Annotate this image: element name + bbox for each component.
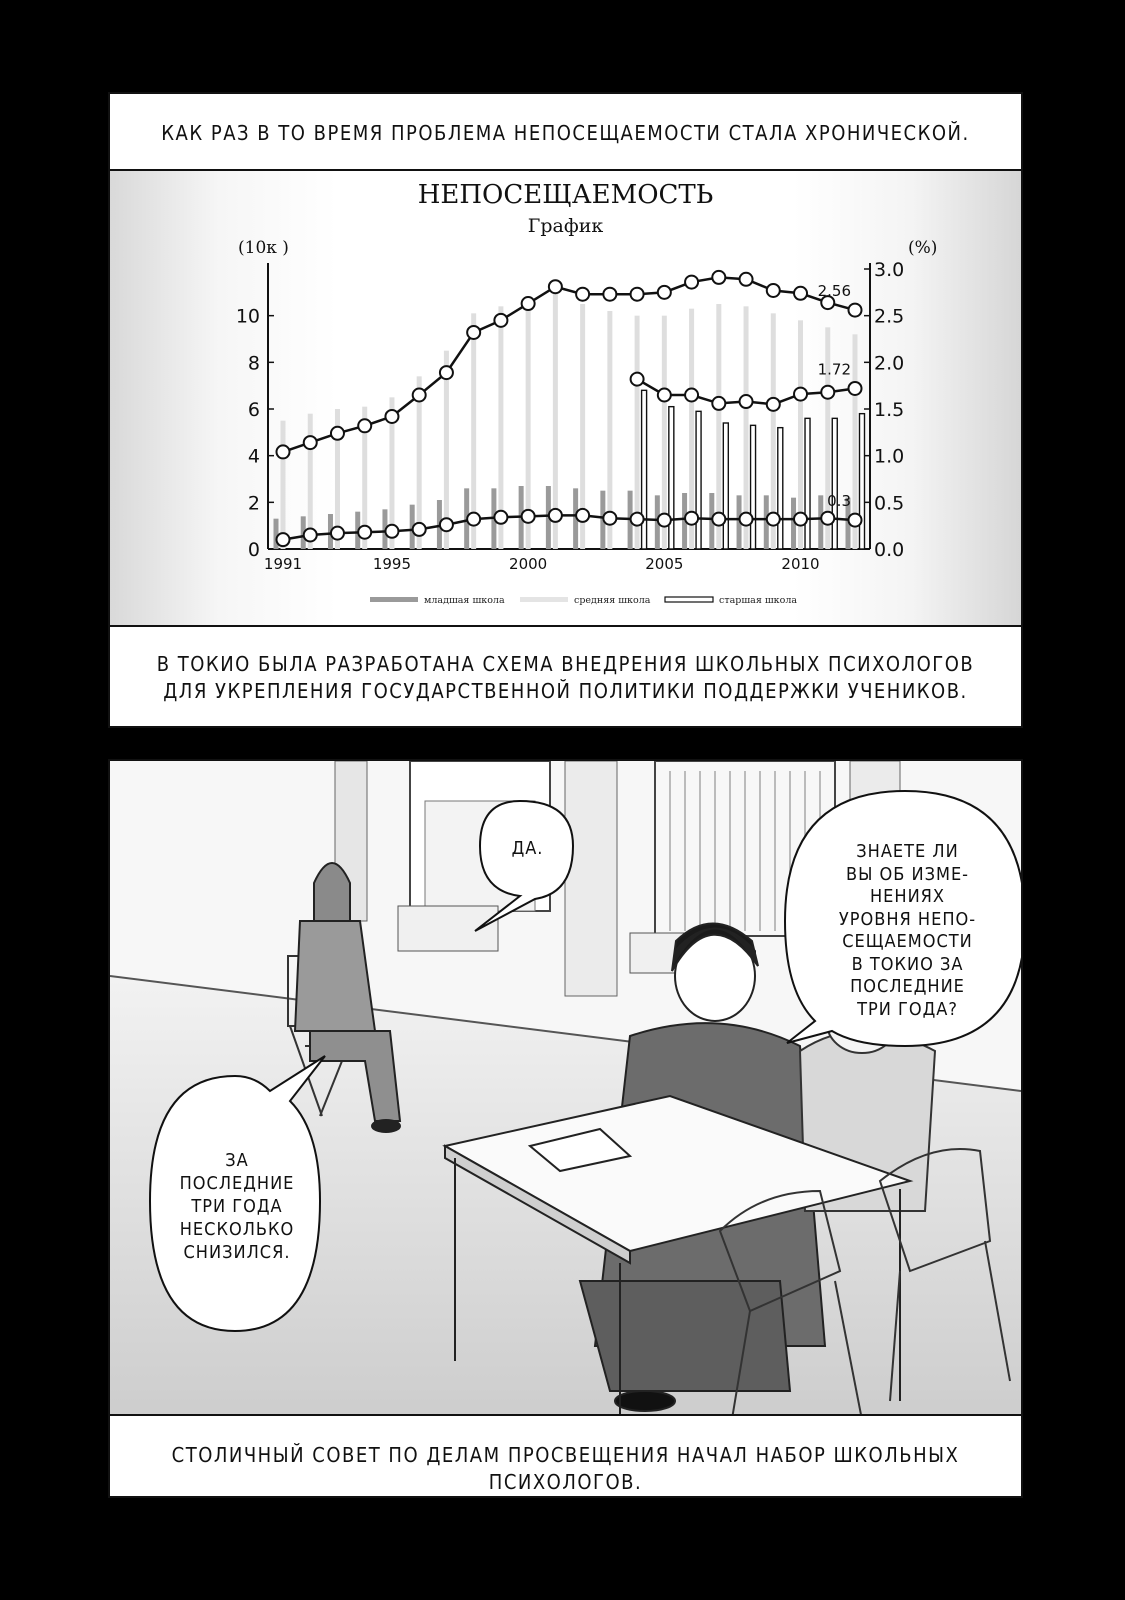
bubble-question: [810, 841, 1005, 1021]
line-point: [603, 512, 616, 525]
line-point: [304, 529, 317, 542]
bar-3: [642, 390, 647, 549]
left-tick-label: 2: [247, 492, 260, 515]
line-point: [767, 398, 780, 411]
line-point: [549, 280, 562, 293]
data-label: 1.72: [817, 360, 851, 379]
line-point: [603, 288, 616, 301]
bubble-question-line: ВЫ ОБ ИЗМЕ-: [845, 863, 970, 885]
right-tick-label: 1.0: [874, 445, 905, 468]
left-unit-label: (10к ): [238, 238, 289, 258]
line-point: [658, 286, 671, 299]
line-point: [413, 523, 426, 536]
line-point: [494, 511, 507, 524]
line-point: [849, 304, 862, 317]
line-point: [849, 514, 862, 527]
x-tick-label: 2000: [509, 555, 548, 573]
legend-label: средняя школа: [574, 595, 651, 606]
line-point: [385, 525, 398, 538]
right-tick-label: 2.5: [874, 305, 905, 328]
bubble-yes-outline: [475, 801, 573, 931]
bar-3: [778, 428, 783, 549]
caption-middle-line2: ДЛЯ УКРЕПЛЕНИЯ ГОСУДАРСТВЕННОЙ ПОЛИТИКИ ПОДДЕРЖКИ УЧЕНИКОВ.: [163, 679, 968, 703]
bubble-answer-line: ЗА: [225, 1150, 249, 1171]
line-point: [331, 427, 344, 440]
bubble-question-line: СЕЩАЕМОСТИ: [842, 931, 973, 952]
bubble-question-line: УРОВНЯ НЕПО-: [838, 908, 977, 930]
chart-subtitle: График: [527, 215, 604, 237]
right-unit-label: (%): [908, 238, 938, 258]
bar-3: [805, 418, 810, 549]
line-point: [821, 512, 834, 525]
bubble-yes: [485, 837, 570, 860]
line-point: [631, 288, 644, 301]
line-point: [794, 388, 807, 401]
caption-middle-line1: В ТОКИО БЫЛА РАЗРАБОТАНА СХЕМА ВНЕДРЕНИЯ ШКОЛЬНЫХ ПСИХОЛОГОВ: [156, 652, 975, 676]
line-point: [631, 373, 644, 386]
right-tick-label: 3.0: [874, 259, 905, 281]
bubble-answer-line: СНИЗИЛСЯ.: [183, 1242, 291, 1263]
line-point: [631, 513, 644, 526]
data-label: 0.3: [827, 492, 851, 511]
line-point: [767, 284, 780, 297]
caption-bottom: СТОЛИЧНЫЙ СОВЕТ ПО ДЕЛАМ ПРОСВЕЩЕНИЯ НАЧАЛ НАБОР ШКОЛЬНЫХ ПСИХОЛОГОВ.: [171, 1443, 960, 1494]
x-tick-label: 1991: [263, 555, 303, 573]
line-point: [740, 513, 753, 526]
legend-label: старшая школа: [719, 595, 798, 606]
line-point: [413, 389, 426, 402]
line-point: [440, 366, 453, 379]
bar-3: [860, 414, 865, 549]
line-point: [576, 509, 589, 522]
top-panel: [108, 92, 1023, 728]
line-point: [712, 271, 725, 284]
line-point: [740, 273, 753, 286]
legend-swatch: [665, 597, 713, 602]
bar-3: [723, 423, 728, 549]
bar-3: [696, 411, 701, 549]
bar-3: [751, 425, 756, 549]
line-point: [658, 514, 671, 527]
line-point: [467, 326, 480, 339]
line-point: [277, 445, 290, 458]
bubble-question-line: В ТОКИО ЗА: [851, 953, 964, 975]
x-tick-label: 2005: [645, 555, 684, 573]
chart-title: НЕПОСЕЩАЕМОСТЬ: [417, 180, 714, 210]
caption-middle: [110, 651, 1021, 705]
right-tick-label: 0.0: [874, 539, 905, 561]
bubble-answer-line: НЕСКОЛЬКО: [179, 1219, 295, 1240]
bar-3: [832, 418, 837, 549]
line-point: [494, 314, 507, 327]
legend-swatch: [370, 597, 418, 602]
line-point: [712, 397, 725, 410]
line-point: [576, 288, 589, 301]
line-point: [712, 513, 725, 526]
left-tick-label: 10: [235, 305, 260, 328]
x-tick-label: 2010: [781, 555, 820, 573]
chart-panel: [110, 171, 1021, 625]
line-point: [658, 389, 671, 402]
line-point: [794, 287, 807, 300]
bubble-answer-line: ПОСЛЕДНИЕ: [179, 1173, 295, 1194]
line-point: [549, 509, 562, 522]
line-point: [331, 527, 344, 540]
bubble-question-line: НЕНИЯХ: [869, 886, 946, 907]
line-point: [767, 513, 780, 526]
line-point: [740, 395, 753, 408]
bubble-answer-line: ТРИ ГОДА: [191, 1196, 283, 1217]
line-point: [849, 382, 862, 395]
x-tick-label: 1995: [372, 555, 412, 573]
interview-panel: [108, 759, 1023, 1469]
bubble-yes-line: ДА.: [511, 838, 544, 859]
right-tick-label: 1.5: [874, 399, 905, 421]
bubble-question-line: ПОСЛЕДНИЕ: [850, 976, 965, 997]
line-point: [794, 513, 807, 526]
line-point: [440, 518, 453, 531]
bubble-question-line: ЗНАЕТЕ ЛИ: [856, 841, 959, 862]
line-point: [522, 510, 535, 523]
non-attendance-chart: [110, 171, 1021, 625]
line-point: [358, 419, 371, 432]
line-point: [685, 512, 698, 525]
line-point: [685, 276, 698, 289]
line-point: [467, 513, 480, 526]
bar-2: [281, 421, 286, 549]
left-tick-label: 6: [247, 399, 260, 421]
legend-label: младшая школа: [424, 595, 505, 606]
line-point: [277, 533, 290, 546]
caption-top: КАК РАЗ В ТО ВРЕМЯ ПРОБЛЕМА НЕПОСЕЩАЕМОСТИ СТАЛА ХРОНИЧЕСКОЙ.: [161, 121, 970, 145]
line-point: [522, 297, 535, 310]
line-point: [304, 436, 317, 449]
line-point: [358, 526, 371, 539]
line-point: [385, 410, 398, 423]
line-point: [821, 386, 834, 399]
legend-swatch: [520, 597, 568, 602]
right-tick-label: 2.0: [874, 352, 905, 375]
left-tick-label: 4: [247, 445, 260, 468]
line-point: [685, 389, 698, 402]
bar-3: [669, 407, 674, 549]
right-tick-label: 0.5: [874, 492, 905, 515]
bubble-answer: [152, 1149, 322, 1264]
bottom-caption-panel: [108, 1414, 1023, 1498]
bubble-question-line: ТРИ ГОДА?: [857, 998, 958, 1020]
data-label: 2.56: [817, 282, 851, 301]
left-tick-label: 0: [247, 539, 260, 561]
left-tick-label: 8: [247, 352, 260, 375]
